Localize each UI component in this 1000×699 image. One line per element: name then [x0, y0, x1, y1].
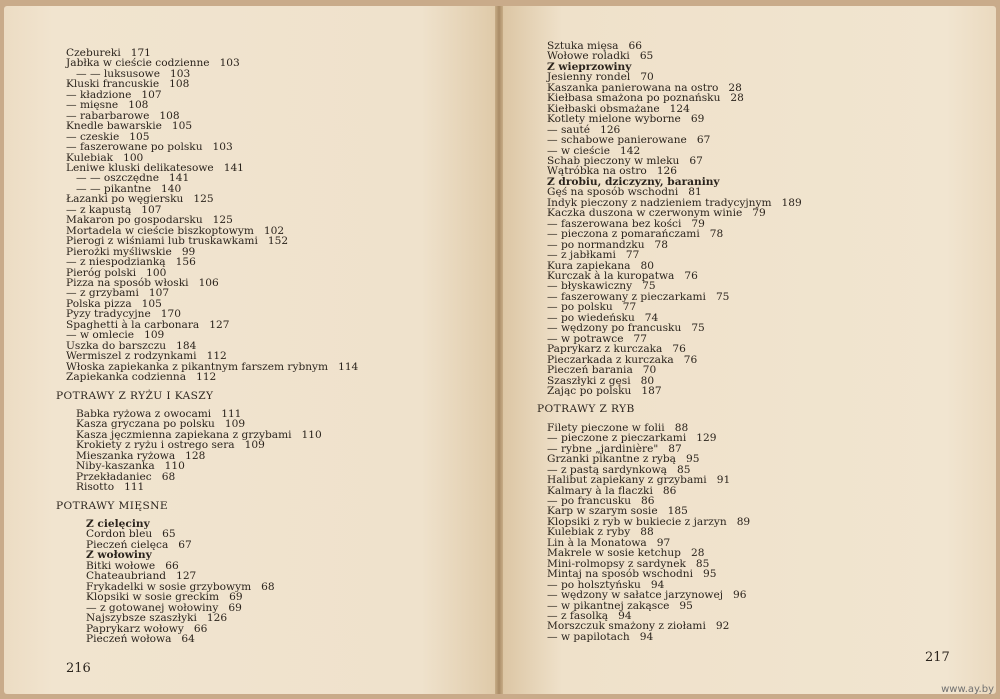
- entry-page-number: 28: [730, 92, 744, 105]
- entry-title: — błyskawiczny: [547, 280, 633, 293]
- entry-title: Mortadela w cieście biszkoptowym: [66, 224, 254, 237]
- entry-page-number: 79: [691, 217, 705, 230]
- entry-title: Kaszanka panierowana na ostro: [547, 81, 719, 94]
- entry-page-number: 75: [691, 322, 705, 335]
- entry-page-number: 95: [702, 568, 717, 581]
- entry-page-number: 100: [123, 151, 144, 164]
- entry-title: Niby-kaszanka: [76, 460, 155, 473]
- entry-page-number: 88: [640, 526, 654, 539]
- entry-page-number: 70: [640, 71, 654, 84]
- entry-page-number: 127: [209, 318, 230, 331]
- entry-page-number: 91: [716, 474, 731, 487]
- entry-page-number: 171: [130, 47, 151, 59]
- entry-title: Kulebiak: [66, 151, 114, 164]
- entry-title: Pyzy tradycyjne: [66, 308, 151, 321]
- entry-title: — wędzony w sałatce jarzynowej: [547, 589, 724, 602]
- entry-title: Z cielęciny: [86, 518, 150, 531]
- entry-page-number: 92: [715, 620, 730, 633]
- entry-page-number: 86: [662, 484, 677, 497]
- entry-page-number: 70: [642, 364, 657, 377]
- entry-title: — po francusku: [547, 495, 632, 508]
- entry-title: Kurczak à la kuropatwa: [547, 269, 675, 282]
- section-heading: POTRAWY MIĘSNE: [56, 499, 168, 512]
- index-entry: [66, 634, 486, 644]
- entry-page-number: 105: [141, 297, 162, 310]
- entry-title: Grzanki pikantne z rybą: [547, 453, 676, 466]
- entry-title: — wędzony po francusku: [547, 322, 682, 335]
- entry-title: Makrele w sosie ketchup: [547, 547, 681, 560]
- entry-page-number: 105: [171, 120, 193, 133]
- entry-title: — z niespodzianką: [66, 256, 166, 269]
- entry-title: Pieczeń cielęca: [86, 538, 169, 551]
- left-index-column: [56, 47, 486, 646]
- entry-title: Paprykarz z kurczaka: [547, 343, 663, 356]
- entry-page-number: 126: [600, 123, 621, 136]
- entry-page-number: 66: [193, 622, 208, 635]
- entry-page-number: 142: [620, 144, 641, 157]
- entry-page-number: 107: [141, 203, 162, 216]
- entry-page-number: 94: [618, 610, 632, 623]
- entry-page-number: 67: [696, 134, 711, 147]
- entry-title: Kura zapiekana: [547, 259, 631, 272]
- entry-page-number: 74: [644, 311, 659, 324]
- entry-title: Pieczeń barania: [547, 364, 633, 377]
- entry-page-number: 152: [267, 235, 289, 248]
- entry-title: Czebureki: [66, 47, 121, 59]
- entry-page-number: 102: [263, 224, 285, 237]
- entry-page-number: 86: [641, 495, 655, 508]
- entry-title: Halibut zapiekany z grzybami: [547, 474, 707, 487]
- entry-title: Bitki wołowe: [86, 559, 156, 572]
- entry-title: — z kapustą: [66, 203, 132, 216]
- entry-title: Kasza gryczana po polsku: [76, 418, 215, 431]
- entry-page-number: 69: [228, 601, 242, 614]
- entry-page-number: 125: [212, 214, 233, 227]
- entry-page-number: 103: [169, 67, 191, 80]
- entry-title: — z grzybami: [66, 287, 139, 300]
- entry-title: — schabowe panierowane: [547, 134, 687, 147]
- entry-page-number: 80: [640, 259, 654, 272]
- entry-page-number: 126: [656, 165, 678, 178]
- entry-title: — faszerowana bez kości: [547, 217, 682, 230]
- entry-page-number: 78: [709, 228, 724, 241]
- entry-page-number: 76: [672, 343, 686, 356]
- entry-title: — po polsku: [547, 301, 613, 314]
- entry-title: — — oszczędne: [76, 172, 159, 185]
- entry-page-number: 109: [224, 418, 246, 431]
- entry-title: Z wieprzowiny: [547, 60, 632, 73]
- index-entry: [66, 482, 486, 492]
- book-gutter: [495, 6, 503, 694]
- entry-page-number: 77: [633, 332, 647, 345]
- entry-title: Szaszłyki z gęsi: [547, 374, 631, 387]
- entry-page-number: 79: [752, 207, 766, 220]
- entry-title: — kładzione: [66, 88, 132, 101]
- entry-title: Pierogi z wiśniami lub truskawkami: [66, 235, 258, 248]
- entry-page-number: 75: [715, 290, 730, 303]
- entry-page-number: 99: [181, 245, 196, 258]
- entry-title: — w omlecie: [66, 329, 135, 342]
- entry-title: Frykadelki w sosie grzybowym: [86, 580, 252, 593]
- entry-page-number: 97: [656, 536, 671, 549]
- entry-title: Pierożki myśliwskie: [66, 245, 172, 258]
- entry-page-number: 105: [129, 130, 150, 143]
- entry-page-number: 108: [128, 99, 149, 112]
- entry-page-number: 28: [690, 547, 705, 560]
- entry-title: Knedle bawarskie: [66, 120, 162, 133]
- entry-page-number: 75: [642, 280, 656, 293]
- entry-title: Kulebiak z ryby: [547, 526, 631, 539]
- entry-page-number: 77: [625, 249, 640, 262]
- entry-title: — — luksusowe: [76, 67, 160, 80]
- left-page-number: 216: [66, 661, 91, 676]
- entry-title: Mieszanka ryżowa: [76, 449, 176, 462]
- entry-title: Gęś na sposób wschodni: [547, 186, 679, 199]
- entry-title: — w papilotach: [547, 630, 630, 643]
- entry-title: Risotto: [76, 481, 115, 494]
- entry-title: Kiełbaski obsmażane: [547, 102, 660, 115]
- entry-page-number: 78: [654, 238, 669, 251]
- entry-title: Kiełbasa smażona po poznańsku: [547, 92, 721, 105]
- entry-page-number: 156: [175, 256, 196, 269]
- entry-title: Pieczeń wołowa: [86, 633, 172, 646]
- entry-page-number: 69: [229, 591, 243, 604]
- entry-title: Indyk pieczony z nadzieniem tradycyjnym: [547, 196, 772, 209]
- entry-page-number: 69: [690, 113, 705, 126]
- entry-title: Polska pizza: [66, 297, 132, 310]
- entry-page-number: 65: [162, 528, 176, 541]
- entry-page-number: 108: [169, 78, 190, 91]
- entry-page-number: 141: [168, 172, 190, 185]
- entry-title: Cordon bleu: [86, 528, 153, 541]
- entry-title: — w potrawce: [547, 332, 624, 345]
- entry-title: — — pikantne: [76, 182, 151, 195]
- entry-title: Wermiszel z rodzynkami: [66, 350, 197, 363]
- entry-page-number: 94: [639, 630, 654, 643]
- entry-page-number: 68: [261, 580, 275, 593]
- entry-title: Morszczuk smażony z ziołami: [547, 620, 706, 633]
- entry-page-number: 107: [148, 287, 170, 300]
- entry-title: Kalmary à la flaczki: [547, 484, 653, 497]
- entry-page-number: 66: [165, 559, 179, 572]
- entry-title: — w pikantnej zakąsce: [547, 599, 670, 612]
- entry-title: Krokiety z ryżu i ostrego sera: [76, 439, 235, 452]
- entry-title: Mini-rolmopsy z sardynek: [547, 557, 686, 570]
- entry-page-number: 67: [689, 154, 703, 167]
- entry-title: Klopsiki z ryb w bukiecie z jarzyn: [547, 515, 727, 528]
- entry-page-number: 141: [223, 161, 244, 174]
- entry-title: Uszka do barszczu: [66, 339, 167, 352]
- entry-page-number: 114: [338, 360, 359, 373]
- entry-page-number: 68: [161, 470, 176, 483]
- entry-page-number: 76: [684, 269, 698, 282]
- entry-title: Z wołowiny: [86, 549, 152, 562]
- right-index-column: [537, 40, 987, 643]
- entry-page-number: 94: [650, 578, 665, 591]
- entry-page-number: 65: [639, 50, 654, 63]
- entry-page-number: 125: [193, 193, 214, 206]
- entry-title: — mięsne: [66, 99, 119, 112]
- entry-title: Wątróbka na ostro: [547, 165, 647, 178]
- entry-title: Filety pieczone w folii: [547, 421, 665, 434]
- entry-page-number: 127: [176, 570, 197, 583]
- entry-title: — po normandzku: [547, 238, 645, 251]
- entry-page-number: 87: [668, 442, 682, 455]
- index-entry: [547, 135, 987, 145]
- entry-page-number: 128: [185, 449, 206, 462]
- entry-title: Paprykarz wołowy: [86, 622, 184, 635]
- entry-title: Przekładaniec: [76, 470, 152, 483]
- index-entry: [66, 142, 486, 152]
- entry-page-number: 108: [159, 109, 180, 122]
- index-entry: [547, 632, 987, 642]
- entry-page-number: 95: [679, 599, 693, 612]
- entry-title: — faszerowany z pieczarkami: [547, 290, 706, 303]
- entry-title: — z jabłkami: [547, 249, 616, 262]
- entry-page-number: 185: [667, 505, 688, 518]
- entry-title: — po holsztyńsku: [547, 578, 641, 591]
- entry-title: Z drobiu, dziczyzny, baraniny: [547, 175, 720, 188]
- entry-title: Leniwe kluski delikatesowe: [66, 161, 214, 174]
- entry-page-number: 28: [728, 81, 742, 94]
- entry-page-number: 103: [219, 57, 240, 70]
- entry-title: Zając po polsku: [547, 384, 632, 397]
- entry-title: Karp w szarym sosie: [547, 505, 658, 518]
- entry-title: Klopsiki w sosie greckim: [86, 591, 220, 604]
- section-heading: POTRAWY Z RYB: [537, 403, 635, 416]
- entry-page-number: 85: [695, 557, 710, 570]
- entry-title: Makaron po gospodarsku: [66, 214, 203, 227]
- entry-page-number: 81: [688, 186, 702, 199]
- entry-title: — faszerowane po polsku: [66, 141, 203, 154]
- entry-page-number: 111: [124, 481, 145, 494]
- entry-title: — rabarbarowe: [66, 109, 150, 122]
- entry-page-number: 66: [628, 40, 642, 52]
- index-entry: [547, 292, 987, 302]
- watermark: www.ay.by: [941, 684, 994, 695]
- entry-title: Chateaubriand: [86, 570, 167, 583]
- entry-title: — czeskie: [66, 130, 120, 143]
- entry-title: — po wiedeńsku: [547, 311, 635, 324]
- entry-title: — z gotowanej wołowiny: [86, 601, 219, 614]
- entry-page-number: 111: [221, 407, 242, 420]
- entry-title: — pieczona z pomarańczami: [547, 228, 700, 241]
- entry-title: Kotlety mielone wyborne: [547, 113, 681, 126]
- entry-page-number: 126: [206, 612, 228, 625]
- entry-page-number: 189: [781, 196, 802, 209]
- entry-page-number: 110: [301, 428, 322, 441]
- entry-page-number: 107: [141, 88, 162, 101]
- entry-page-number: 85: [676, 463, 691, 476]
- index-entry: [547, 601, 987, 611]
- entry-page-number: 129: [696, 432, 717, 445]
- entry-page-number: 106: [198, 276, 219, 289]
- entry-page-number: 140: [161, 182, 182, 195]
- entry-page-number: 184: [176, 339, 197, 352]
- entry-page-number: 109: [244, 439, 265, 452]
- entry-page-number: 80: [640, 374, 655, 387]
- index-entry: [66, 372, 486, 382]
- entry-title: — rybne „jardinière": [547, 442, 659, 455]
- entry-title: Pieróg polski: [66, 266, 137, 279]
- entry-title: Łazanki po węgiersku: [66, 193, 184, 206]
- entry-title: Wołowe roladki: [547, 50, 630, 63]
- index-entry: [547, 386, 987, 396]
- entry-page-number: 64: [181, 633, 195, 646]
- right-page-number: 217: [925, 650, 950, 665]
- section-heading: POTRAWY Z RYŻU I KASZY: [56, 389, 214, 402]
- entry-page-number: 109: [144, 329, 165, 342]
- entry-page-number: 170: [160, 308, 181, 321]
- entry-page-number: 89: [736, 515, 751, 528]
- entry-title: Sztuka mięsa: [547, 40, 619, 52]
- entry-title: Lin à la Monatowa: [547, 536, 647, 549]
- entry-title: Najszybsze szaszłyki: [86, 612, 197, 625]
- entry-title: Jabłka w cieście codzienne: [66, 57, 210, 70]
- entry-title: Pizza na sposób włoski: [66, 276, 189, 289]
- entry-title: Mintaj na sposób wschodni: [547, 568, 693, 581]
- entry-page-number: 112: [206, 350, 227, 363]
- entry-title: Jesienny rondel: [547, 71, 631, 84]
- entry-title: Schab pieczony w mleku: [547, 154, 680, 167]
- entry-title: Kluski francuskie: [66, 78, 160, 91]
- entry-title: Pieczarkada z kurczaka: [547, 353, 674, 366]
- entry-page-number: 112: [196, 371, 217, 384]
- entry-page-number: 124: [669, 102, 690, 115]
- entry-page-number: 96: [733, 589, 747, 602]
- entry-page-number: 88: [674, 421, 689, 434]
- entry-title: Spaghetti à la carbonara: [66, 318, 200, 331]
- entry-page-number: 76: [683, 353, 698, 366]
- entry-title: — z pastą sardynkową: [547, 463, 667, 476]
- entry-page-number: 100: [146, 266, 167, 279]
- entry-page-number: 187: [641, 384, 662, 397]
- entry-title: — z fasolką: [547, 610, 609, 623]
- entry-page-number: 103: [212, 141, 233, 154]
- entry-title: Kaczka duszona w czerwonym winie: [547, 207, 743, 220]
- entry-page-number: 110: [164, 460, 185, 473]
- entry-page-number: 95: [685, 453, 700, 466]
- entry-title: — sauté: [547, 123, 591, 136]
- entry-title: Babka ryżowa z owocami: [76, 407, 212, 420]
- entry-title: — w cieście: [547, 144, 611, 157]
- entry-page-number: 77: [622, 301, 637, 314]
- entry-title: Zapiekanka codzienna: [66, 371, 187, 384]
- entry-title: Włoska zapiekanka z pikantnym farszem rybnym: [66, 360, 329, 373]
- entry-title: — pieczone z pieczarkami: [547, 432, 687, 445]
- entry-page-number: 67: [178, 538, 192, 551]
- entry-title: Kasza jęczmienna zapiekana z grzybami: [76, 428, 292, 441]
